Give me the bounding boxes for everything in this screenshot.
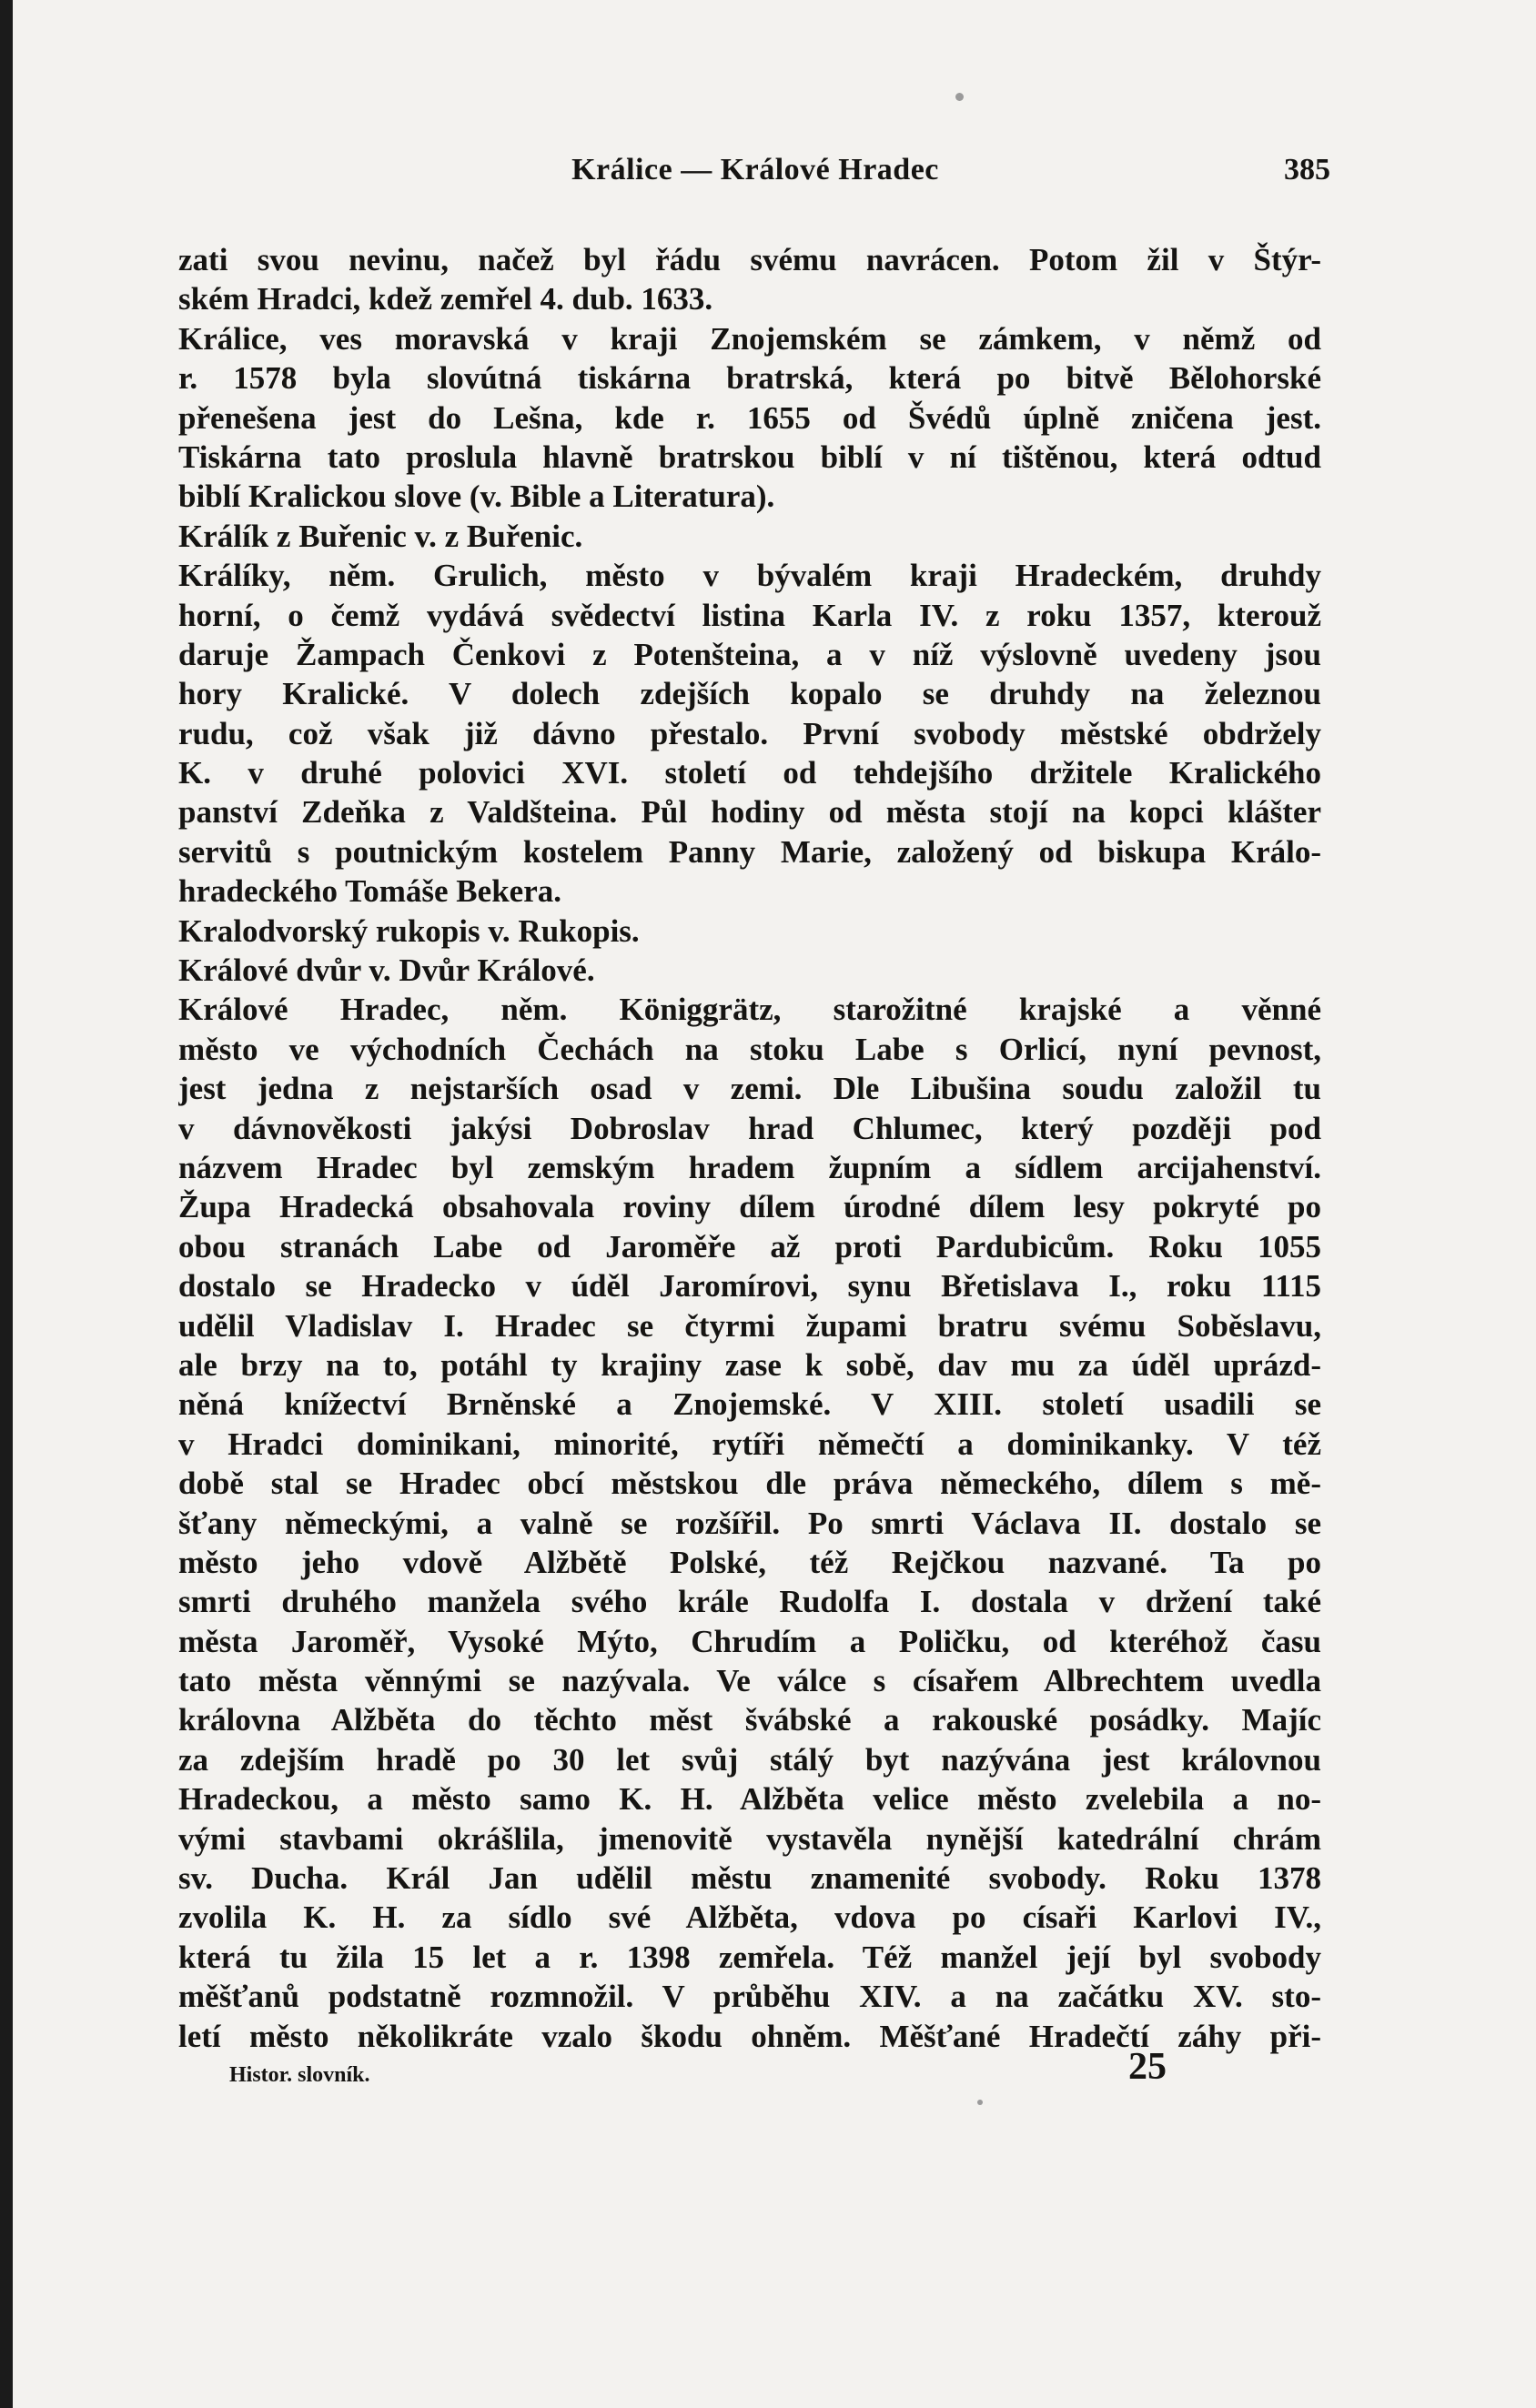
text-line: K. v druhé polovici XVI. století od tehdejšího držitele Kralického	[178, 755, 1321, 791]
text-line: názvem Hradec byl zemským hradem župním a sídlem arcijahenství.	[178, 1149, 1321, 1185]
text-line: v Hradci dominikani, minorité, rytíři němečtí a dominikanky. V též	[178, 1426, 1321, 1462]
text-line: města Jaroměř, Vysoké Mýto, Chrudím a Poličku, od kteréhož času	[178, 1623, 1321, 1659]
text-line: udělil Vladislav I. Hradec se čtyrmi župami bratru svému Soběslavu,	[178, 1307, 1321, 1344]
text-line: měšťanů podstatně rozmnožil. V průběhu XIV. a na začátku XV. sto-	[178, 1979, 1321, 2015]
text-line: jest jedna z nejstarších osad v zemi. Dle Libušina soudu založil tu	[178, 1071, 1321, 1107]
text-line: tato města věnnými se nazývala. Ve válce s císařem Albrechtem uvedla	[178, 1663, 1321, 1699]
text-line: přenešena jest do Lešna, kde r. 1655 od Švédů úplně zničena jest.	[178, 399, 1321, 436]
text-line: letí město několikráte vzalo škodu ohněm. Měšťané Hradečtí záhy při-	[178, 2018, 1321, 2054]
text-line: horní, o čemž vydává svědectví listina Karla IV. z roku 1357, kterouž	[178, 597, 1321, 633]
text-line: daruje Žampach Čenkovi z Potenšteina, a v níž výslovně uvedeny jsou	[178, 636, 1321, 672]
text-line: smrti druhého manžela svého krále Rudolfa I. dostala v držení také	[178, 1584, 1321, 1620]
text-line: sv. Ducha. Král Jan udělil městu znamenité svobody. Roku 1378	[178, 1860, 1321, 1897]
text-line: v dávnověkosti jakýsi Dobroslav hrad Chlumec, který později pod	[178, 1110, 1321, 1146]
text-line: zvolila K. H. za sídlo své Alžběta, vdova po císaři Karlovi IV.,	[178, 1899, 1321, 1936]
body-text	[178, 240, 1321, 2056]
text-line: hory Kralické. V dolech zdejších kopalo se druhdy na železnou	[178, 676, 1321, 712]
text-line: město ve východních Čechách na stoku Labe s Orlicí, nyní pevnost,	[178, 1031, 1321, 1067]
text-line: která tu žila 15 let a r. 1398 zemřela. Též manžel její byl svobody	[178, 1939, 1321, 1975]
text-line: ale brzy na to, potáhl ty krajiny zase k sobě, dav mu za úděl uprázd-	[178, 1346, 1321, 1383]
paper-speck	[977, 2100, 983, 2105]
text-line: Králice, ves moravská v kraji Znojemském se zámkem, v němž od	[178, 320, 1321, 357]
text-line: Župa Hradecká obsahovala roviny dílem úrodné dílem lesy pokryté po	[178, 1189, 1321, 1225]
text-line: servitů s poutnickým kostelem Panny Marie, založený od biskupa Králo-	[178, 833, 1321, 870]
text-line: obou stranách Labe od Jaroměře až proti Pardubicům. Roku 1055	[178, 1228, 1321, 1264]
text-line: Králík z Buřenic v. z Buřenic.	[178, 518, 583, 554]
text-line: rudu, což však již dávno přestalo. První svobody městské obdržely	[178, 715, 1321, 751]
text-line: šťany německými, a valně se rozšířil. Po smrti Václava II. dostalo se	[178, 1505, 1321, 1541]
paper-speck	[955, 93, 964, 101]
text-line: zati svou nevinu, načež byl řádu svému navrácen. Potom žil v Štýr-	[178, 242, 1321, 277]
text-line: panství Zdeňka z Valdšteina. Půl hodiny od města stojí na kopci klášter	[178, 794, 1321, 831]
text-line: hradeckého Tomáše Bekera.	[178, 873, 561, 910]
text-line: něná knížectví Brněnské a Znojemské. V XIII. století usadili se	[178, 1386, 1321, 1423]
footer-book-title: Histor. slovník.	[229, 2063, 370, 2087]
text-line: město jeho vdově Alžbětě Polské, též Rejčkou nazvané. Ta po	[178, 1544, 1321, 1580]
text-line: za zdejším hradě po 30 let svůj stálý byt nazývána jest královnou	[178, 1741, 1321, 1778]
text-line: ském Hradci, kdež zemřel 4. dub. 1633.	[178, 281, 713, 317]
text-line: r. 1578 byla slovútná tiskárna bratrská, která po bitvě Bělohorské	[178, 360, 1321, 397]
text-line: době stal se Hradec obcí městskou dle práva německého, dílem s mě-	[178, 1466, 1321, 1502]
text-line: královna Alžběta do těchto měst švábské a rakouské posádky. Majíc	[178, 1702, 1321, 1738]
text-line: Tiskárna tato proslula hlavně bratrskou biblí v ní tištěnou, která odtud	[178, 438, 1321, 475]
signature-mark: 25	[1128, 2046, 1167, 2088]
text-line: Kralodvorský rukopis v. Rukopis.	[178, 912, 640, 949]
page-number: 385	[1284, 153, 1330, 186]
text-line: vými stavbami okrášlila, jmenovitě vystavěla nynější katedrální chrám	[178, 1820, 1321, 1857]
text-line: biblí Kralickou slove (v. Bible a Literatura).	[178, 479, 775, 515]
running-head: Králice — Králové Hradec	[571, 153, 939, 186]
page-edge-shadow	[0, 0, 13, 2408]
text-line: Hradeckou, a město samo K. H. Alžběta velice město zvelebila a no-	[178, 1781, 1321, 1818]
text-line: Králíky, něm. Grulich, město v bývalém kraji Hradeckém, druhdy	[178, 558, 1321, 594]
text-line: Králové Hradec, něm. Königgrätz, starožitné krajské a věnné	[178, 992, 1321, 1028]
text-line: Králové dvůr v. Dvůr Králové.	[178, 952, 595, 989]
text-line: dostalo se Hradecko v úděl Jaromírovi, synu Břetislava I., roku 1115	[178, 1268, 1321, 1305]
